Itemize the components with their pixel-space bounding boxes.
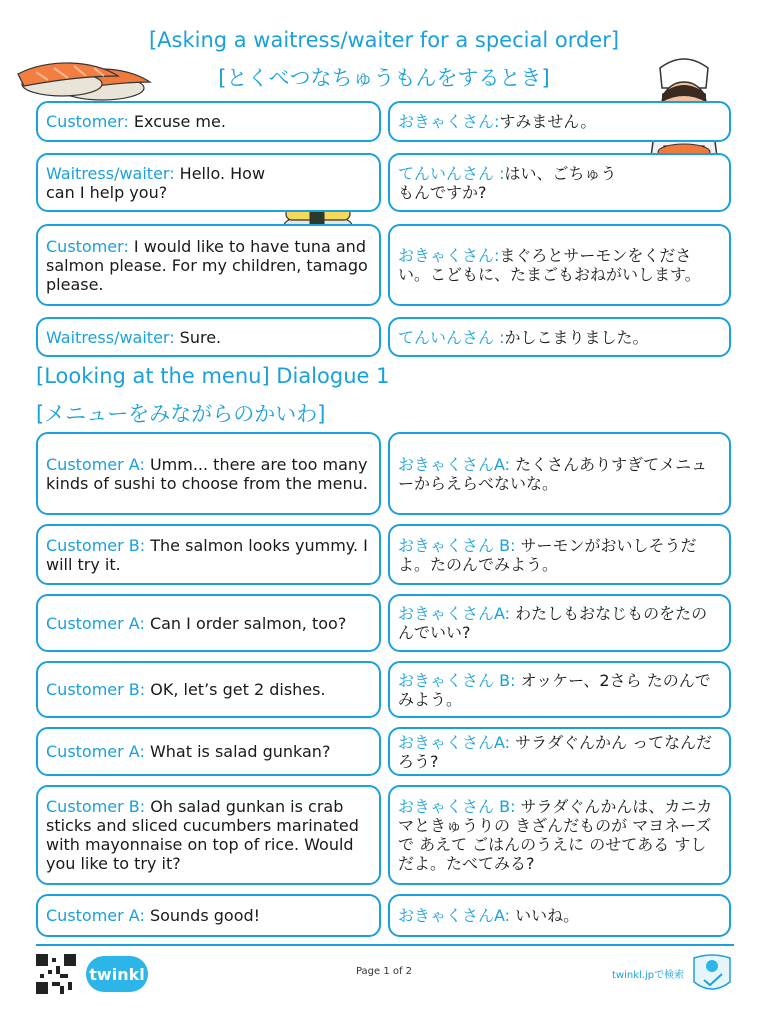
dialogue-en-11 [36,894,381,937]
dialogue-text: Excuse me. [128,112,226,131]
speaker-label: てんいんさん : [398,327,505,347]
dialogue-text: I would like to have tuna and salmon please. For my children, tamago please. [46,236,368,294]
dialogue-en-3 [36,224,381,306]
dialogue-en-10 [36,785,381,885]
site-link[interactable]: twinkl.jpで検索 [612,970,685,981]
speaker-label: Customer A: [46,742,145,761]
speaker-label: Customer: [46,236,129,256]
dialogue-text: オッケー、2さら たのんでみよう。 [398,670,711,709]
dialogue-en-8 [36,661,381,718]
speaker-label: Customer A: [46,613,145,633]
dialogue-jp-11 [388,894,731,937]
speaker-label: おきゃくさんA: [398,906,511,925]
dialogue-en-7 [36,594,381,652]
dialogue-text: Umm... there are too many kinds of sushi to choose from the menu. [46,454,368,493]
dialogue-jp-5 [388,432,731,515]
dialogue-jp-7 [388,594,731,652]
dialogue-jp-9 [388,727,731,776]
speaker-label: おきゃくさん B: [398,797,516,816]
dialogue-jp-4 [388,317,731,357]
speaker-label: Customer B: [46,797,146,816]
speaker-label: Waitress/waiter: [46,327,175,347]
dialogue-text: わたしもおなじものをたのんでいい? [398,604,708,642]
footer-divider [36,944,734,946]
dialogue-jp-1 [388,101,731,142]
speaker-label: Customer B: [46,535,146,555]
dialogue-text: たくさんありすぎてメニューからえらべないな。 [398,454,708,493]
dialogue-jp-8 [388,661,731,718]
dialogue-text: まぐろとサーモンをください。こどもに、たまごもおねがいします。 [398,246,701,284]
speaker-label: おきゃくさんA: [398,604,511,623]
dialogue-text: The salmon looks yummy. I will try it. [46,535,368,574]
section1-title-en: [Asking a waitress/waiter for a special order] [148,28,620,52]
speaker-label: おきゃくさん: [398,246,500,265]
dialogue-jp-3 [388,224,731,306]
dialogue-text: Sounds good! [144,906,261,925]
speaker-label: てんいんさん : [398,163,505,183]
dialogue-text: Sure. [174,327,222,347]
dialogue-en-4 [36,317,381,357]
dialogue-text: What is salad gunkan? [144,742,331,761]
quality-badge-icon [690,952,734,994]
speaker-label: Customer: [46,112,129,131]
dialogue-text: すみません。 [499,112,597,131]
speaker-label: おきゃくさん B: [398,535,516,555]
dialogue-text: Can I order salmon, too? [144,613,347,633]
dialogue-en-5 [36,432,381,515]
dialogue-text: かしこまりました。 [504,327,649,347]
section2-title-en: [Looking at the menu] Dialogue 1 [36,364,390,388]
dialogue-text: Hello. How can I help you? [46,163,266,202]
page-number: Page 1 of 2 [355,966,413,977]
speaker-label: おきゃくさん B: [398,670,516,690]
speaker-label: Customer B: [46,680,146,699]
dialogue-jp-6 [388,524,731,585]
dialogue-text: サーモンがおいしそうだよ。たのんでみよう。 [398,535,697,574]
dialogue-jp-10 [388,785,731,885]
dialogue-en-9 [36,727,381,776]
speaker-label: Customer A: [46,906,145,925]
dialogue-en-1 [36,101,381,142]
dialogue-text: OK, let’s get 2 dishes. [145,680,326,699]
dialogue-en-6 [36,524,381,585]
speaker-label: おきゃくさん: [398,112,500,131]
dialogue-text: サラダぐんかん ってなんだろう? [398,732,713,771]
dialogue-jp-2 [388,153,731,212]
dialogue-en-2 [36,153,381,212]
dialogue-text: はい、ごちゅうもんですか? [398,163,617,202]
dialogue-text: いいね。 [510,906,580,925]
salmon-sushi-illustration [14,52,152,104]
speaker-label: おきゃくさんA: [398,454,511,474]
speaker-label: おきゃくさんA: [398,732,511,752]
speaker-label: Waitress/waiter: [46,163,175,183]
speaker-label: Customer A: [46,454,145,474]
section2-title-jp: [メニューをみながらのかいわ] [36,402,326,426]
twinkl-logo: twinkl [86,956,148,992]
section1-title-jp: [とくべつなちゅうもんをするとき] [218,66,550,90]
dialogue-text: Oh salad gunkan is crab sticks and sliced cucumbers marinated with mayonnaise on top of rice. Would you like to try it? [46,797,359,873]
dialogue-text: サラダぐんかんは、カニカマときゅうりの きざんだものが マヨネーズで あえて ごはんのうえに のせてある すしだよ。たべてみる? [398,797,713,873]
